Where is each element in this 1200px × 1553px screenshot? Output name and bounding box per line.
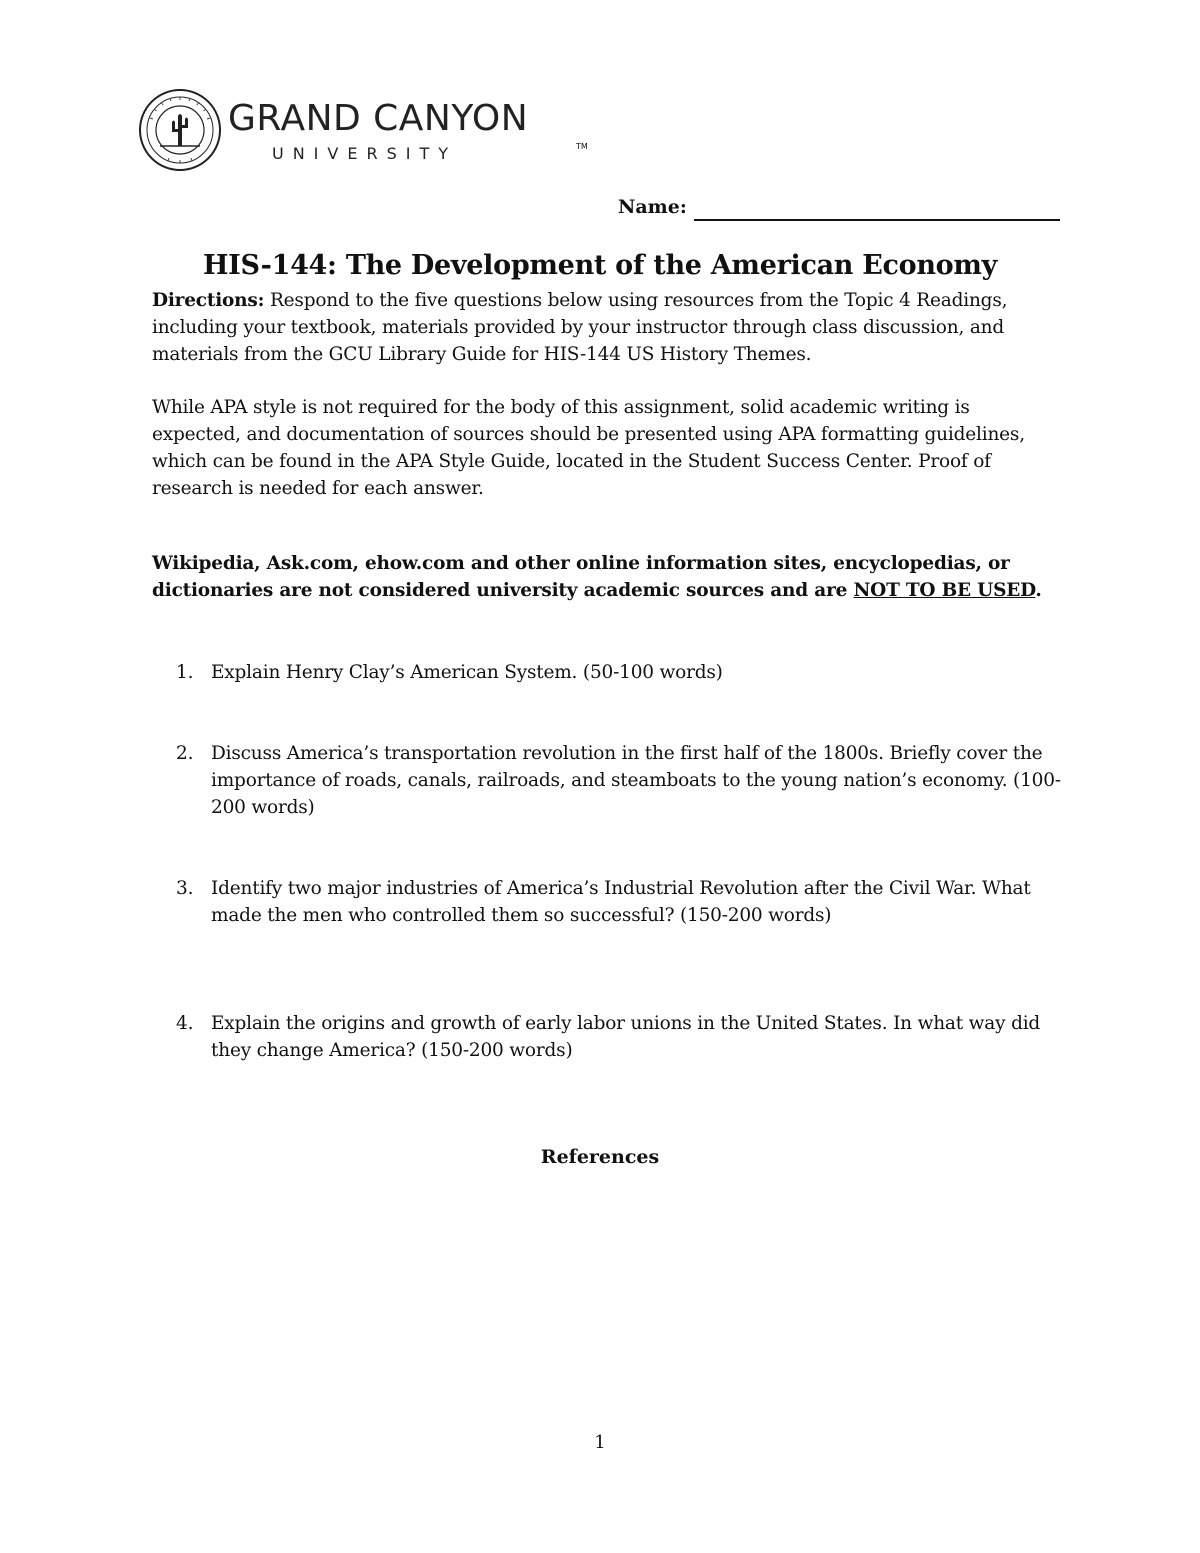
logo-wordmark: GRAND CANYON [228,98,529,139]
directions-paragraph [152,287,1062,368]
page-title: HIS-144: The Development of the American Economy [202,250,998,281]
question-number: 1. [176,662,194,683]
references-heading: References [540,1146,660,1168]
sources-warning [152,550,1062,604]
question-text: Explain Henry Clay’s American System. (50-100 words) [211,662,723,683]
warning-end: . [1035,580,1042,601]
question-number: 2. [176,743,194,764]
apa-paragraph: While APA style is not required for the body of this assignment, solid academic writing is expected, and documentation of sources should be presented using APA formatting guidelines, which can be found in the APA Style Guide, located in the Student Success Center. Proof of research is needed for each answer. [152,397,1025,499]
question-number: 3. [176,878,194,899]
question-text: Discuss America’s transportation revolution in the first half of the 1800s. Briefly cover the importance of roads, canals, railroads, and steamboats to the young nation’s economy. (100-200 words) [211,743,1061,818]
question-number: 4. [176,1013,194,1034]
university-seal-icon [138,88,222,172]
directions-text: Respond to the five questions below using resources from the Topic 4 Readings, including your textbook, materials provided by your instructor through class discussion, and materials from the GCU Library Guide for HIS-144 US History Themes. [152,290,1008,365]
name-field-line[interactable] [694,219,1060,221]
logo-trademark: TM [576,142,588,151]
warning-emphasis: NOT TO BE USED [853,580,1036,601]
university-logo [138,88,588,172]
question-text: Explain the origins and growth of early labor unions in the United States. In what way did they change America? (150-200 words) [211,1013,1041,1061]
page-number: 1 [594,1432,606,1453]
directions-label: Directions: [152,290,265,311]
warning-text: Wikipedia, Ask.com, ehow.com and other online information sites, encyclopedias, or dictionaries are not considered university academic sources and are [152,553,1010,601]
logo-subtitle: UNIVERSITY [272,144,457,163]
name-label: Name: [618,196,687,218]
question-text: Identify two major industries of America’s Industrial Revolution after the Civil War. What made the men who controlled them so successful? (150-200 words) [211,878,1031,926]
